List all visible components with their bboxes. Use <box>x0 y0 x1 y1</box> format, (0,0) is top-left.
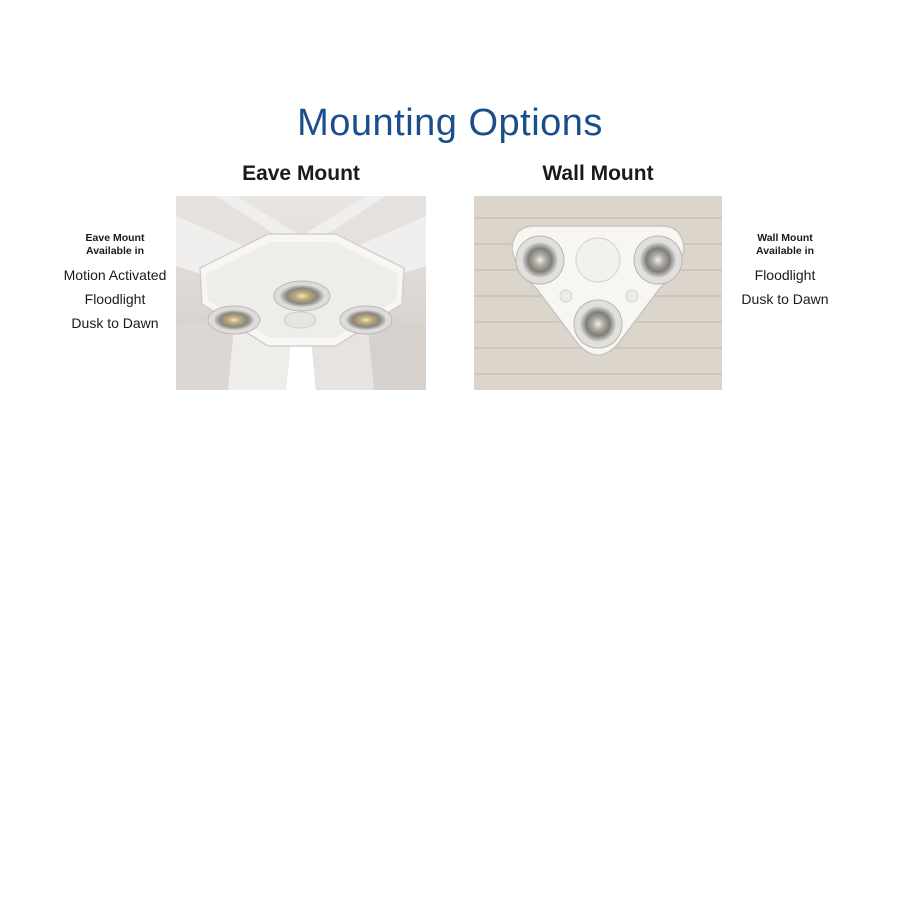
wall-mount-availability <box>730 232 840 307</box>
eave-option-dusk-to-dawn: Dusk to Dawn <box>71 315 159 331</box>
wall-option-dusk-to-dawn: Dusk to Dawn <box>741 291 829 307</box>
eave-option-floodlight: Floodlight <box>84 291 146 307</box>
eave-mount-photo <box>176 196 426 390</box>
wall-caption-line2: Available in <box>756 245 814 257</box>
wall-option-floodlight: Floodlight <box>754 267 816 283</box>
page-title: Mounting Options <box>297 102 603 144</box>
wall-caption-line1: Wall Mount <box>757 232 813 244</box>
wall-mount-heading: Wall Mount <box>542 162 654 185</box>
eave-caption-line1: Eave Mount <box>85 232 145 244</box>
eave-mount-heading: Eave Mount <box>242 162 360 185</box>
eave-caption-line2: Available in <box>86 245 144 257</box>
eave-option-motion: Motion Activated <box>63 267 167 283</box>
eave-mount-availability <box>62 232 168 331</box>
wall-mount-photo <box>474 196 722 390</box>
